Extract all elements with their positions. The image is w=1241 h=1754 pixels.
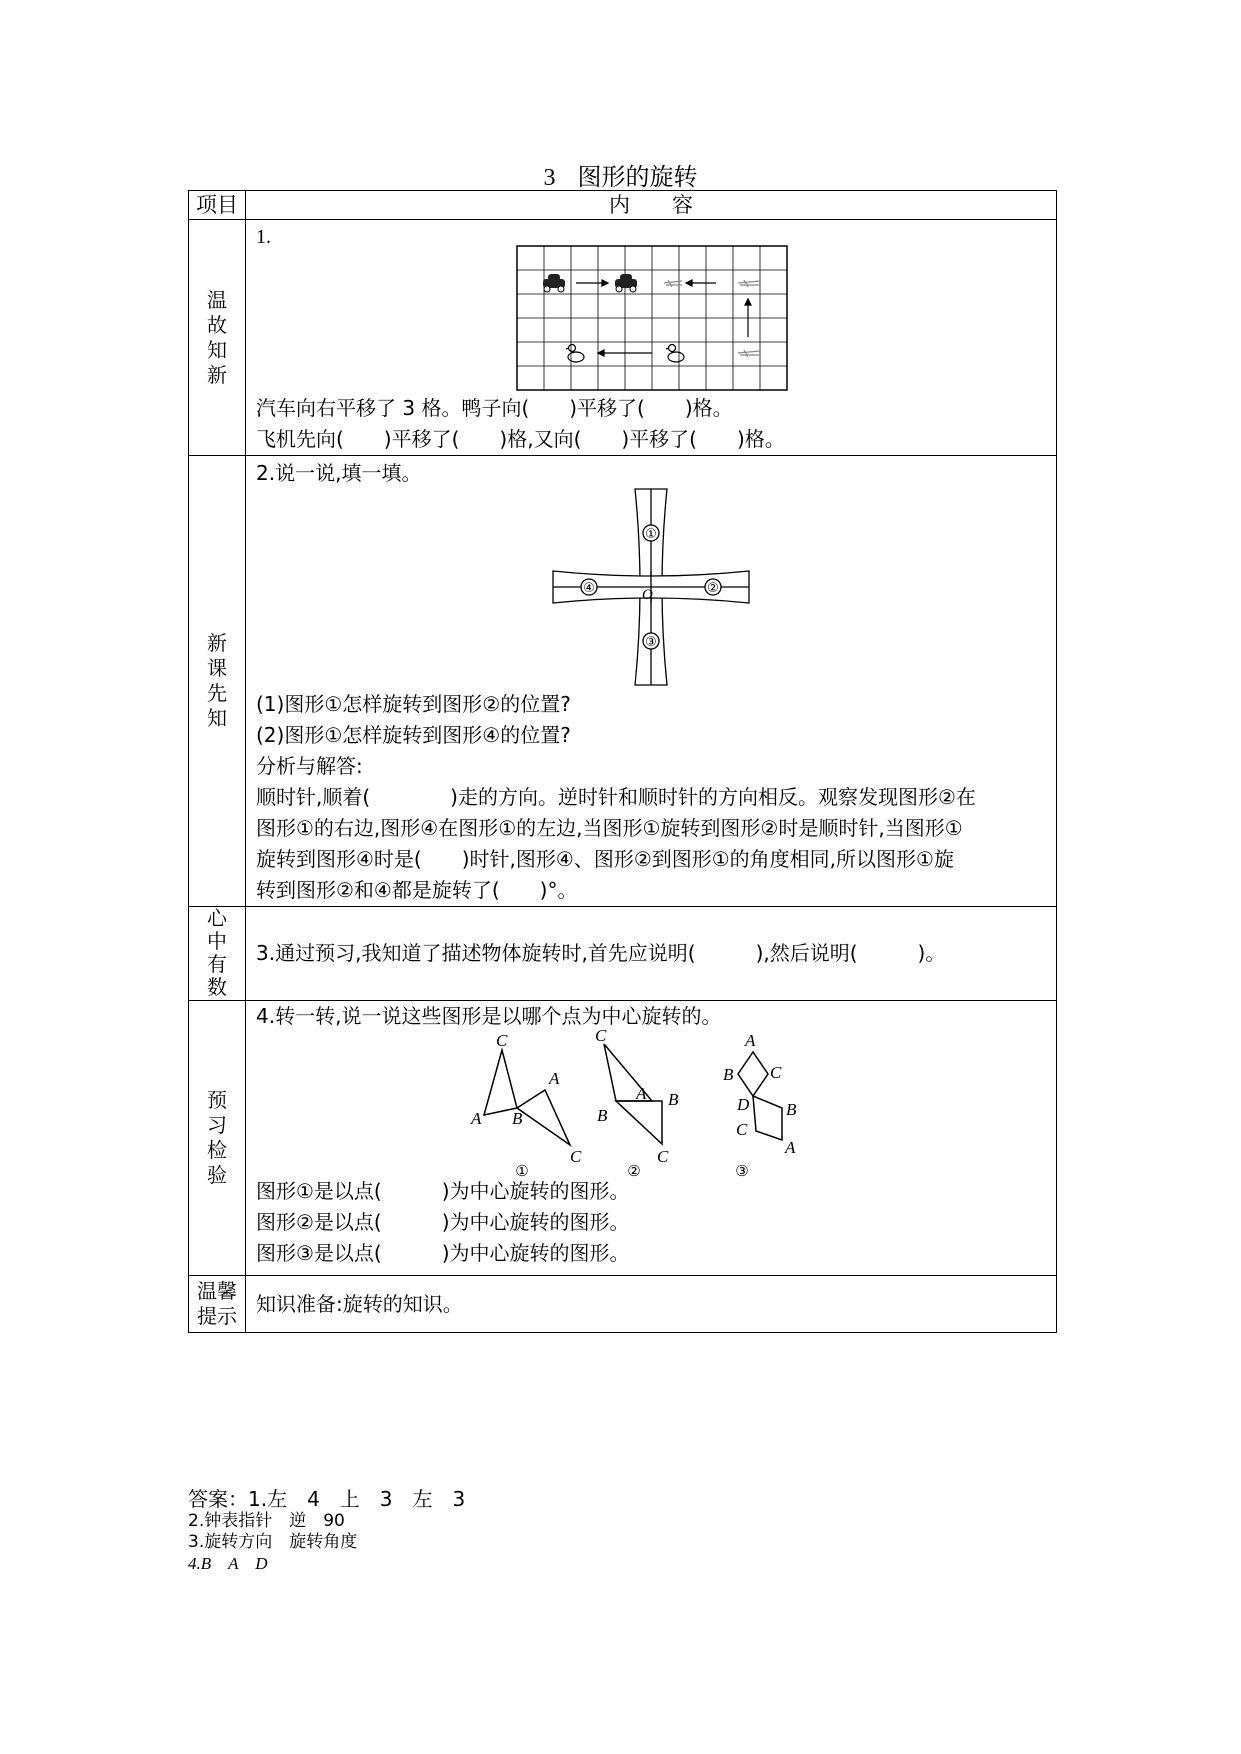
- row-check-content: [246, 1001, 1057, 1276]
- svg-text:B: B: [786, 1100, 797, 1119]
- q2-sub2: (2)图形①怎样旋转到图形④的位置?: [256, 723, 571, 747]
- row-tip-label: 温馨提示: [189, 1276, 246, 1333]
- worksheet-table: [188, 190, 1057, 1333]
- svg-text:A: A: [745, 1031, 756, 1050]
- svg-text:C: C: [570, 1147, 582, 1166]
- row-new-lesson: [189, 456, 1057, 907]
- analysis-line1: 顺时针,顺着( )走的方向。逆时针和顺时针的方向相反。观察发现图形②在: [256, 785, 976, 809]
- label-4: ④: [583, 581, 595, 596]
- label-center: O: [642, 587, 653, 603]
- plane-icon: [738, 350, 760, 357]
- page-title: [0, 157, 1241, 192]
- table-header-row: [189, 191, 1057, 220]
- label-2: ②: [707, 581, 719, 596]
- analysis-line2: 图形①的右边,图形④在图形①的左边,当图形①旋转到图形②时是顺时针,当图形①: [256, 816, 963, 840]
- q2-title: 2.说一说,填一填。: [256, 461, 422, 485]
- svg-text:C: C: [595, 1028, 607, 1045]
- q4-answer3: 图形③是以点( )为中心旋转的图形。: [256, 1241, 630, 1265]
- row-new-lesson-content: [246, 456, 1057, 907]
- svg-text:B: B: [668, 1090, 679, 1109]
- svg-text:C: C: [496, 1031, 508, 1050]
- tip-text: 知识准备:旋转的知识。: [256, 1291, 463, 1316]
- label-1: ①: [645, 527, 657, 542]
- row-tip: [189, 1276, 1057, 1333]
- row-tip-content: [246, 1276, 1057, 1333]
- row-new-lesson-label: 新课先知: [189, 456, 246, 907]
- translation-grid-figure: [516, 245, 788, 393]
- car-icon: [543, 274, 565, 292]
- car-icon: [615, 274, 637, 292]
- label-3: ③: [645, 635, 657, 650]
- header-content: 内 容: [246, 191, 1057, 220]
- row-mind-content: [246, 907, 1057, 1001]
- answer-line2: 2.钟表指针 逆 90: [188, 1511, 345, 1531]
- header-item: 项目: [189, 191, 246, 220]
- svg-text:C: C: [770, 1063, 782, 1082]
- svg-text:C: C: [736, 1120, 748, 1139]
- title-number: 3: [543, 165, 556, 191]
- svg-text:A: A: [636, 1084, 647, 1103]
- q1-number: 1.: [256, 226, 271, 248]
- q4-answer2: 图形②是以点( )为中心旋转的图形。: [256, 1210, 630, 1234]
- row-review-label: 温故知新: [189, 220, 246, 456]
- q4-title: 4.转一转,说一说这些图形是以哪个点为中心旋转的。: [256, 1004, 722, 1028]
- svg-text:C: C: [657, 1147, 669, 1166]
- answer-key: [188, 1487, 465, 1574]
- svg-text:①: ①: [515, 1162, 529, 1178]
- row-mind: [189, 907, 1057, 1001]
- duck-icon: [666, 345, 684, 363]
- row-review: [189, 220, 1057, 456]
- svg-text:②: ②: [627, 1162, 641, 1178]
- svg-text:A: A: [549, 1069, 560, 1088]
- row-check-label: 预习检验: [189, 1001, 246, 1276]
- q2-sub1: (1)图形①怎样旋转到图形②的位置?: [256, 692, 571, 716]
- figure-letters: [470, 1028, 797, 1166]
- analysis-title: 分析与解答:: [256, 754, 363, 778]
- analysis-line4: 转到图形②和④都是旋转了( )°。: [256, 878, 578, 902]
- answer-line4: 4.B A D: [188, 1554, 268, 1573]
- answer-line3: 3.旋转方向 旋转角度: [188, 1532, 358, 1552]
- row-mind-label: 心中有数: [189, 907, 246, 1001]
- title-text: 图形的旋转: [577, 163, 698, 191]
- svg-text:A: A: [785, 1138, 796, 1157]
- row-review-content: [246, 220, 1057, 456]
- svg-text:A: A: [471, 1109, 482, 1128]
- svg-text:③: ③: [735, 1162, 749, 1178]
- row-check: [189, 1001, 1057, 1276]
- q1-line2: 飞机先向( )平移了( )格,又向( )平移了( )格。: [256, 427, 785, 451]
- cross-figure: [551, 487, 751, 687]
- rotation-figures: [464, 1028, 824, 1178]
- analysis-line3: 旋转到图形④时是( )时针,图形④、图形②到图形①的角度相同,所以图形①旋: [256, 847, 954, 871]
- q1-line1: 汽车向右平移了 3 格。鸭子向( )平移了( )格。: [256, 396, 733, 420]
- svg-text:B: B: [597, 1106, 608, 1125]
- q4-answer1: 图形①是以点( )为中心旋转的图形。: [256, 1179, 630, 1203]
- q3-text: 3.通过预习,我知道了描述物体旋转时,首先应说明( ),然后说明( )。: [256, 941, 946, 965]
- svg-text:B: B: [512, 1109, 523, 1128]
- duck-icon: [566, 345, 584, 363]
- svg-text:D: D: [737, 1095, 750, 1114]
- answer-line1: 答案：1.左 4 上 3 左 3: [188, 1487, 466, 1511]
- plane-icon: [738, 280, 760, 287]
- svg-text:B: B: [723, 1065, 734, 1084]
